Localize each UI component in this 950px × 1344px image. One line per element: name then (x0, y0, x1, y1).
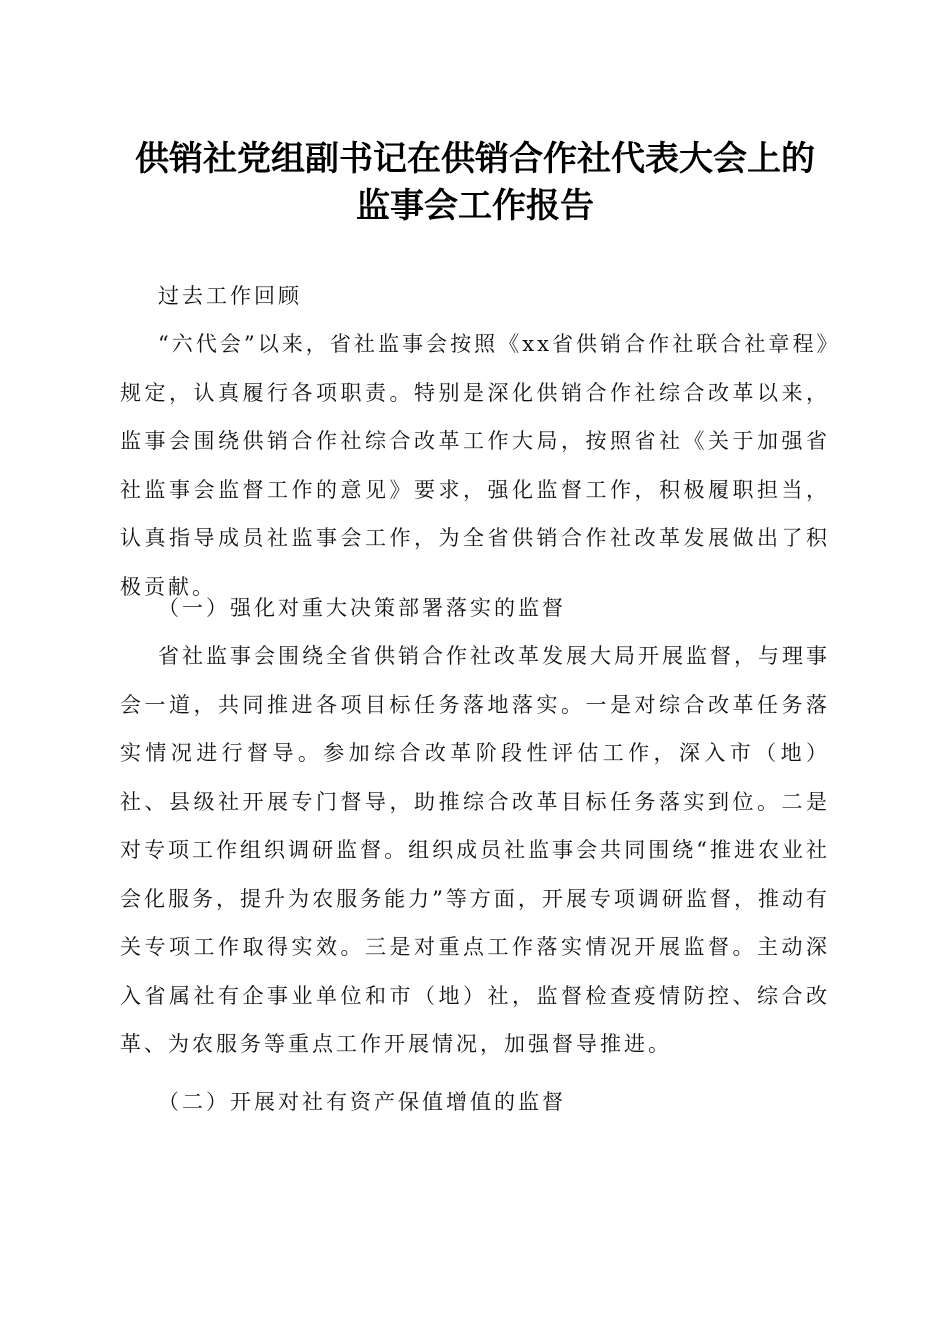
document-title-line-2: 监事会工作报告 (356, 186, 594, 226)
paragraph-overview-text: “六代会”以来，省社监事会按照《xx省供销合作社联合社章程》规定，认真履行各项职责。特别是深化供销合作社综合改革以来，监事会围绕供销合作社综合改革工作大局，按照省社《关于加强省社监事会监督工作的意见》要求，强化监督工作，积极履职担当，认真指导成员社监事会工作，为全省供销合作社改革发展做出了积极贡献。 (120, 332, 830, 599)
document-title-line-1: 供销社党组副书记在供销合作社代表大会上的 (135, 139, 815, 179)
paragraph-supervision-text: 省社监事会围绕全省供销合作社改革发展大局开展监督，与理事会一道，共同推进各项目标任务落地落实。一是对综合改革任务落实情况进行督导。参加综合改革阶段性评估工作，深入市（地）社、县级社开展专门督导，助推综合改革目标任务落实到位。二是对专项工作组织调研监督。组织成员社监事会共同围绕“推进农业社会化服务，提升为农服务能力”等方面，开展专项调研监督，推动有关专项工作取得实效。三是对重点工作落实情况开展监督。主动深入省属社有企事业单位和市（地）社，监督检查疫情防控、综合改革、为农服务等重点工作开展情况，加强督导推进。 (120, 644, 830, 1056)
subheading-asset-supervision: （二）开展对社有资产保值增值的监督 (158, 1090, 566, 1114)
section-review-heading: 过去工作回顾 (158, 284, 302, 308)
paragraph-supervision (120, 632, 830, 1069)
paragraph-overview (120, 320, 830, 611)
subheading-major-decisions: （一）强化对重大决策部署落实的监督 (158, 596, 566, 620)
